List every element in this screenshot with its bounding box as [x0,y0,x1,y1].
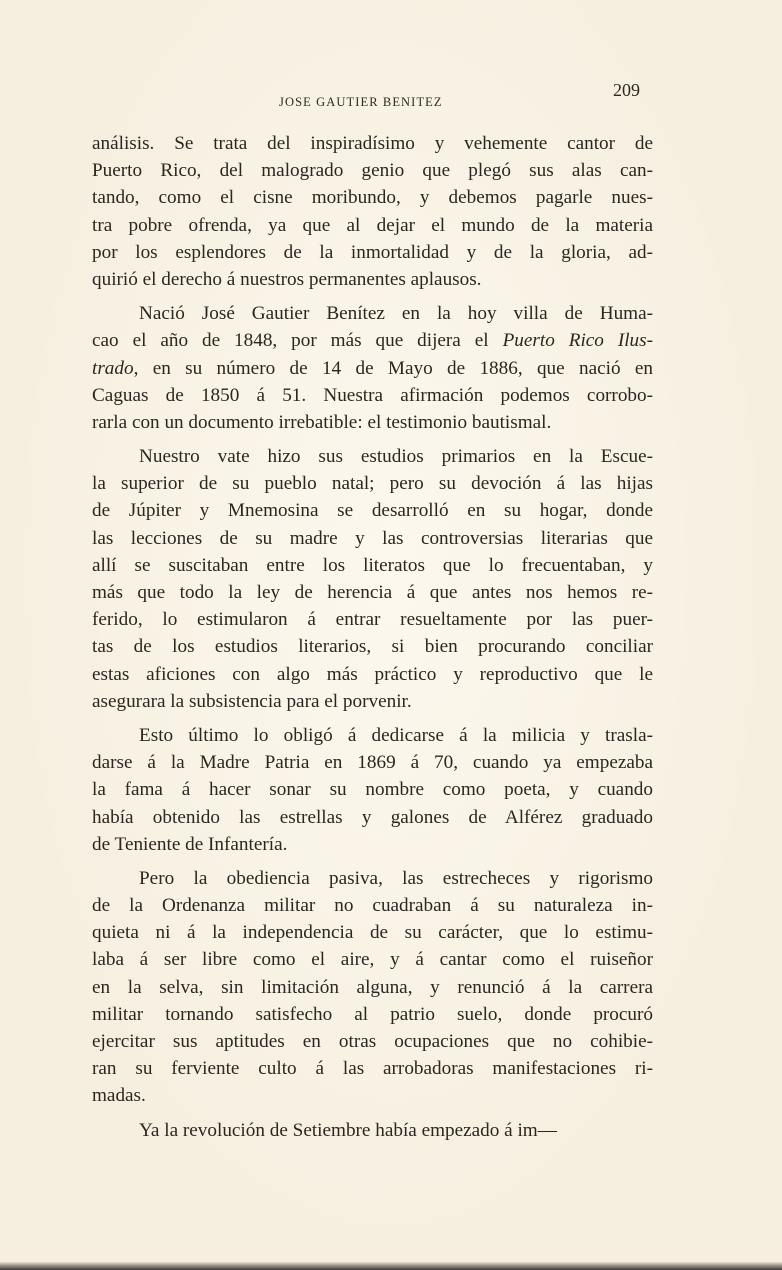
text-line: tra pobre ofrenda, ya que al dejar el mundo de la materia [92,214,653,236]
paragraph [92,865,653,1110]
running-head: JOSE GAUTIER BENITEZ [279,95,443,109]
text-line: darse á la Madre Patria en 1869 á 70, cuando ya empezaba [92,752,653,774]
paragraph [92,443,653,715]
text-line: ran su ferviente culto á las arrobadoras manifestaciones ri- [92,1058,653,1080]
text-line: de Júpiter y Mnemosina se desarrolló en su hogar, donde [92,500,653,522]
text-line: tando, como el cisne moribundo, y debemos pagarle nues- [92,187,653,209]
text-line-with-title [92,355,653,382]
text-fragment: cao el año de 1848, por más que dijera el [92,330,503,352]
paragraph [92,130,653,293]
page-number: 209 [613,80,640,100]
paragraph [92,1117,653,1144]
text-line: Puerto Rico, del malogrado genio que plegó sus alas can- [92,160,653,182]
periodical-title: Puerto Rico Ilus- [502,330,653,352]
text-line: Caguas de 1850 á 51. Nuestra afirmación podemos corrobo- [92,384,653,406]
text-line-with-title [92,327,653,354]
text-line: había obtenido las estrellas y galones de Alférez graduado [92,806,653,828]
text-fragment: , en su número de 14 de Mayo de 1886, que nació en [133,357,653,379]
text-line: tas de los estudios literarios, si bien procurando conciliar [92,636,653,658]
text-line: las lecciones de su madre y las controversias literarias que [92,527,653,549]
text-line: Nació José Gautier Benítez en la hoy villa de Huma- [139,303,653,325]
text-line: Pero la obediencia pasiva, las estrecheces y rigorismo [139,867,653,889]
text-line: laba á ser libre como el aire, y á cantar como el ruiseñor [92,949,653,971]
text-line: Nuestro vate hizo sus estudios primarios en la Escue- [139,446,653,468]
text-line: militar tornando satisfecho al patrio suelo, donde procuró [92,1003,653,1025]
text-line: de Teniente de Infantería. [92,833,288,855]
text-line: ejercitar sus aptitudes en otras ocupaciones que no cohibie- [92,1031,653,1052]
text-line: la superior de su pueblo natal; pero su devoción á las hijas [92,473,653,495]
text-line: rarla con un documento irrebatible: el testimonio bautismal. [92,411,552,433]
text-line: madas. [92,1085,146,1107]
text-line: la fama á hacer sonar su nombre como poeta, y cuando [92,779,653,801]
text-line: Ya la revolución de Setiembre había empezado á im— [139,1119,557,1141]
paragraph [92,300,653,436]
text-line: por los esplendores de la inmortalidad y de la gloria, ad- [92,241,653,263]
text-line: de la Ordenanza militar no cuadraban á su naturaleza in- [92,895,653,917]
page-bottom-edge [0,1262,782,1270]
text-line: quirió el derecho á nuestros permanentes aplausos. [92,268,482,290]
text-line: ferido, lo estimularon á entrar resueltamente por las puer- [92,609,653,631]
text-line: Esto último lo obligó á dedicarse á la milicia y trasla- [139,724,653,746]
text-line: más que todo la ley de herencia á que antes nos hemos re- [92,582,653,603]
text-line: análisis. Se trata del inspiradísimo y vehemente cantor de [92,133,653,154]
text-line: estas aficiones con algo más práctico y reproductivo que le [92,663,653,685]
text-line: asegurara la subsistencia para el porvenir. [92,690,412,712]
text-line: en la selva, sin limitación alguna, y renunció á la carrera [92,976,653,998]
text-line: quieta ni á la independencia de su carácter, que lo estimu- [92,922,653,944]
body-text [92,130,653,1144]
paragraph [92,722,653,858]
periodical-title: trado [92,357,134,379]
text-line: allí se suscitaban entre los literatos que lo frecuentaban, y [92,554,653,576]
